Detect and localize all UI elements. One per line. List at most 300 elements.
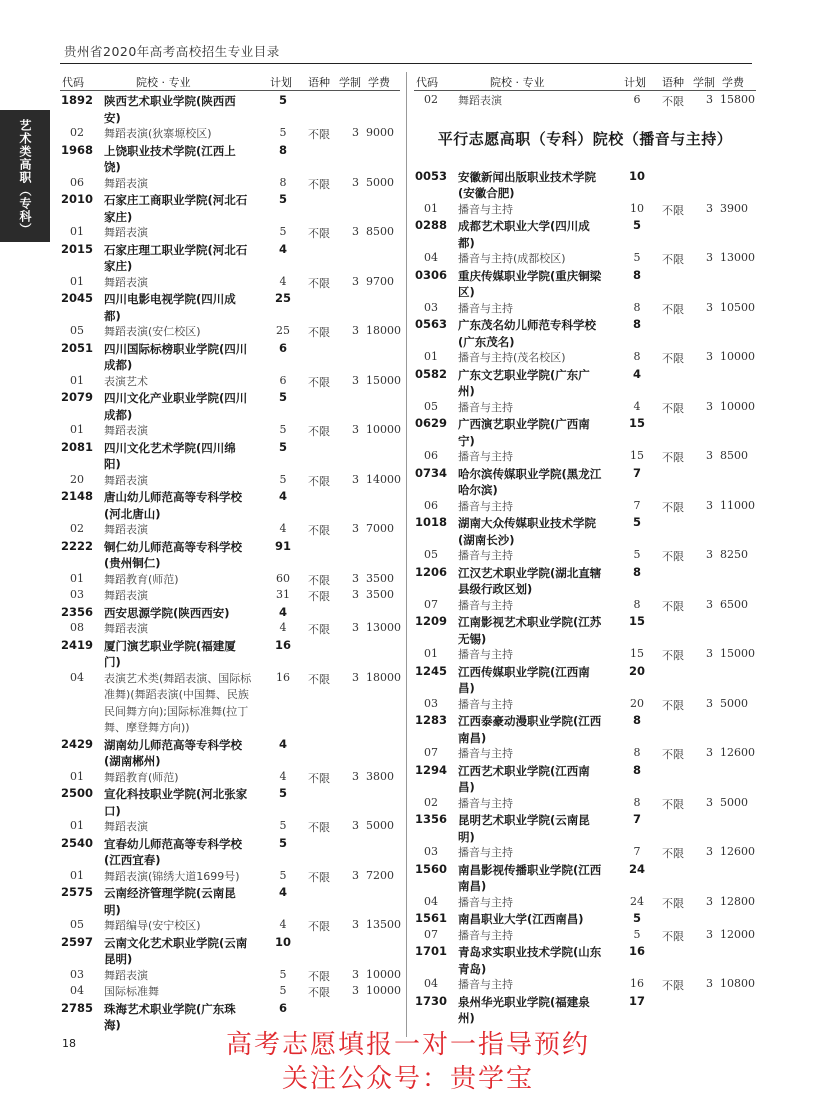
- fee-cell: 15800: [720, 93, 755, 106]
- duration-cell: 3: [706, 93, 713, 106]
- name-cell: 昆明艺术职业学院(云南昆明): [458, 813, 590, 844]
- institution-row: [60, 638, 400, 671]
- name-cell: 湖南幼儿师范高等专科学校(湖南郴州): [104, 737, 242, 768]
- duration-cell: 3: [706, 647, 713, 660]
- fee-cell: 13000: [720, 251, 755, 264]
- fee-cell: 9000: [366, 126, 394, 139]
- program-row: [60, 621, 400, 638]
- plan-cell: 4: [279, 621, 287, 634]
- code-cell: 02: [424, 795, 438, 809]
- fee-cell: 8500: [720, 449, 748, 462]
- lang-cell: 不限: [662, 451, 684, 464]
- name-cell: 舞蹈表演(狄寨塬校区): [104, 127, 212, 140]
- plan-cell: 8: [633, 350, 641, 363]
- code-cell: 07: [424, 927, 438, 941]
- name-cell: 江西传媒职业学院(江西南昌): [458, 664, 590, 695]
- lang-cell: 不限: [662, 698, 684, 712]
- code-cell: 0563: [414, 317, 447, 331]
- institution-row: [414, 944, 756, 977]
- name-cell: 四川文化产业职业学院(四川成都): [104, 391, 248, 422]
- institution-row: [414, 367, 756, 400]
- fee-cell: 18000: [366, 324, 401, 337]
- plan-cell: 20: [630, 696, 644, 710]
- name-cell: 青岛求实职业技术学院(山东青岛): [458, 945, 602, 976]
- code-cell: 2785: [60, 1000, 93, 1015]
- plan-cell: 10: [628, 168, 645, 183]
- fee-cell: 7200: [366, 868, 394, 882]
- plan-cell: 5: [279, 126, 287, 139]
- code-cell: 04: [70, 670, 84, 684]
- program-row: [60, 126, 400, 143]
- col-duration-header: 学制: [339, 76, 361, 89]
- column-divider: [406, 72, 407, 1037]
- duration-cell: 3: [706, 746, 713, 759]
- plan-cell: 5: [278, 192, 287, 206]
- code-cell: 03: [70, 967, 84, 981]
- lang-cell: 不限: [308, 969, 330, 983]
- plan-cell: 24: [628, 861, 645, 876]
- program-row: [414, 350, 756, 367]
- name-cell: 舞蹈表演: [458, 94, 502, 107]
- code-cell: 04: [70, 984, 84, 997]
- institution-row: [60, 390, 400, 423]
- fee-cell: 15000: [366, 373, 401, 387]
- lang-cell: 不限: [308, 276, 330, 290]
- institution-row: [414, 763, 756, 796]
- duration-cell: 3: [706, 449, 713, 462]
- program-row: [414, 845, 756, 862]
- col-duration-header: 学制: [693, 76, 715, 89]
- code-cell: 05: [424, 399, 438, 413]
- program-row: [60, 819, 400, 836]
- plan-cell: 6: [278, 1000, 287, 1015]
- code-cell: 2079: [60, 390, 93, 404]
- plan-cell: 5: [279, 423, 287, 436]
- plan-cell: 4: [278, 885, 287, 899]
- lang-cell: 不限: [308, 573, 330, 587]
- code-cell: 06: [424, 449, 438, 462]
- lang-cell: 不限: [308, 771, 330, 785]
- name-cell: 舞蹈表演: [104, 622, 148, 635]
- duration-cell: 3: [352, 819, 359, 832]
- plan-cell: 16: [274, 637, 291, 652]
- col-code-header: 代码: [416, 76, 438, 89]
- lang-cell: 不限: [662, 550, 684, 563]
- name-cell: 南昌影视传播职业学院(江西南昌): [458, 862, 602, 893]
- code-cell: 1283: [414, 713, 447, 727]
- program-row: [414, 647, 756, 664]
- institution-row: [414, 317, 756, 350]
- name-cell: 国际标准舞: [104, 985, 159, 998]
- name-cell: 舞蹈表演: [104, 275, 148, 289]
- program-row: [414, 93, 756, 110]
- plan-cell: 5: [278, 786, 287, 800]
- name-cell: 石家庄工商职业学院(河北石家庄): [104, 193, 248, 224]
- left-table-body: [60, 93, 400, 1034]
- name-cell: 宣化科技职业学院(河北张家口): [104, 787, 248, 818]
- code-cell: 2356: [60, 604, 93, 619]
- plan-cell: 5: [632, 218, 641, 232]
- plan-cell: 4: [632, 366, 641, 381]
- name-cell: 播音与主持: [458, 978, 513, 991]
- name-cell: 舞蹈编导(安宁校区): [104, 919, 201, 932]
- duration-cell: 3: [706, 977, 713, 990]
- institution-row: [60, 935, 400, 968]
- code-cell: 1701: [414, 944, 447, 958]
- institution-row: [60, 291, 400, 324]
- institution-row: [60, 489, 400, 522]
- program-row: [60, 225, 400, 242]
- code-cell: 1356: [414, 812, 447, 826]
- duration-cell: 3: [706, 927, 713, 941]
- code-cell: 2051: [60, 340, 93, 355]
- program-row: [60, 671, 400, 737]
- plan-cell: 5: [632, 515, 641, 529]
- code-cell: 01: [70, 819, 84, 832]
- lang-cell: 不限: [308, 177, 330, 191]
- plan-cell: 5: [279, 819, 287, 832]
- fee-cell: 7000: [366, 522, 394, 535]
- name-cell: 南昌职业大学(江西南昌): [458, 912, 584, 926]
- plan-cell: 5: [279, 868, 287, 882]
- institution-row: [60, 143, 400, 176]
- plan-cell: 6: [633, 93, 641, 106]
- code-cell: 04: [424, 894, 438, 908]
- code-cell: 04: [424, 251, 438, 264]
- program-row: [60, 324, 400, 341]
- duration-cell: 3: [706, 300, 713, 314]
- fee-cell: 5000: [720, 696, 748, 710]
- duration-cell: 3: [352, 621, 359, 634]
- code-cell: 01: [70, 274, 84, 288]
- name-cell: 播音与主持: [458, 400, 513, 414]
- program-row: [60, 275, 400, 292]
- col-plan-header: 计划: [270, 76, 292, 89]
- name-cell: 播音与主持: [458, 928, 513, 942]
- running-header: [60, 38, 752, 65]
- fee-cell: 12600: [720, 845, 755, 858]
- lang-cell: 不限: [662, 896, 684, 910]
- program-row: [60, 588, 400, 605]
- code-cell: 1245: [414, 663, 447, 678]
- plan-cell: 5: [278, 390, 287, 404]
- lang-cell: 不限: [662, 95, 684, 108]
- institution-row: [414, 466, 756, 499]
- code-cell: 2575: [60, 885, 93, 899]
- fee-cell: 3500: [366, 571, 394, 585]
- duration-cell: 3: [706, 201, 713, 215]
- fee-cell: 5000: [366, 175, 394, 189]
- name-cell: 广东文艺职业学院(广东广州): [458, 367, 590, 398]
- section-side-tab: [0, 110, 50, 242]
- institution-row: [60, 605, 400, 622]
- institution-row: [414, 911, 756, 928]
- name-cell: 云南经济管理学院(云南昆明): [104, 886, 236, 917]
- code-cell: 1018: [414, 515, 447, 529]
- name-cell: 播音与主持: [458, 648, 513, 661]
- name-cell: 四川国际标榜职业学院(四川成都): [104, 341, 248, 372]
- code-cell: 03: [424, 845, 438, 858]
- name-cell: 石家庄理工职业学院(河北石家庄): [104, 242, 248, 273]
- institution-row: [60, 93, 400, 126]
- plan-cell: 15: [630, 449, 644, 462]
- plan-cell: 7: [633, 498, 641, 512]
- code-cell: 1294: [414, 762, 447, 777]
- plan-cell: 8: [632, 267, 641, 282]
- plan-cell: 5: [279, 472, 287, 486]
- name-cell: 表演艺术: [104, 374, 148, 388]
- program-row: [60, 423, 400, 440]
- fee-cell: 5000: [720, 795, 748, 809]
- plan-cell: 5: [279, 984, 287, 997]
- name-cell: 云南文化艺术职业学院(云南昆明): [104, 935, 248, 966]
- name-cell: 播音与主持: [458, 747, 513, 760]
- plan-cell: 5: [278, 93, 287, 107]
- code-cell: 2222: [60, 538, 93, 553]
- code-cell: 2010: [60, 192, 93, 206]
- name-cell: 四川文化艺术学院(四川绵阳): [104, 440, 236, 471]
- program-row: [414, 977, 756, 994]
- name-cell: 播音与主持: [458, 499, 513, 513]
- duration-cell: 3: [352, 423, 359, 436]
- lang-cell: 不限: [308, 920, 330, 933]
- code-cell: 1206: [414, 564, 447, 579]
- institution-row: [414, 169, 756, 202]
- duration-cell: 3: [352, 225, 359, 238]
- duration-cell: 3: [706, 548, 713, 561]
- code-cell: 1730: [414, 993, 447, 1008]
- watermark-line-2: 关注公众号：贵学宝: [281, 1064, 534, 1094]
- fee-cell: 8250: [720, 548, 748, 561]
- right-table-body: [414, 169, 756, 1027]
- lang-cell: 不限: [308, 623, 330, 636]
- name-cell: 厦门演艺职业学院(福建厦门): [104, 638, 236, 669]
- program-row: [414, 301, 756, 318]
- code-cell: 03: [70, 588, 84, 601]
- col-fee-header: 学费: [722, 76, 744, 89]
- lang-cell: 不限: [662, 500, 684, 514]
- institution-row: [60, 836, 400, 869]
- code-cell: 1560: [414, 861, 447, 876]
- fee-cell: 10000: [720, 399, 755, 413]
- right-column: [414, 72, 756, 1027]
- plan-cell: 8: [633, 597, 641, 611]
- institution-row: [414, 614, 756, 647]
- plan-cell: 8: [632, 564, 641, 579]
- plan-cell: 4: [278, 241, 287, 256]
- fee-cell: 9700: [366, 274, 394, 288]
- program-row: [414, 400, 756, 417]
- plan-cell: 4: [279, 274, 287, 288]
- plan-cell: 8: [633, 300, 641, 314]
- header-rule: [60, 63, 752, 64]
- plan-cell: 4: [279, 522, 287, 535]
- program-row: [60, 918, 400, 935]
- program-row: [60, 770, 400, 787]
- institution-row: [414, 664, 756, 697]
- program-row: [414, 895, 756, 912]
- duration-cell: 3: [352, 522, 359, 535]
- institution-row: [414, 862, 756, 895]
- plan-cell: 5: [279, 225, 287, 238]
- fee-cell: 14000: [366, 472, 401, 486]
- code-cell: 0734: [414, 465, 447, 480]
- lang-cell: 不限: [308, 986, 330, 999]
- code-cell: 03: [424, 696, 438, 710]
- program-row: [60, 176, 400, 193]
- code-cell: 0629: [414, 416, 447, 430]
- name-cell: 重庆传媒职业学院(重庆铜梁区): [458, 268, 602, 299]
- fee-cell: 10000: [720, 350, 755, 363]
- code-cell: 0306: [414, 267, 447, 282]
- lang-cell: 不限: [662, 748, 684, 761]
- name-cell: 播音与主持(成都校区): [458, 252, 566, 265]
- lang-cell: 不限: [662, 253, 684, 266]
- lang-cell: 不限: [308, 425, 330, 438]
- institution-row: [60, 737, 400, 770]
- program-row: [60, 572, 400, 589]
- plan-cell: 8: [633, 746, 641, 759]
- page-number: 18: [62, 1037, 76, 1050]
- plan-cell: 15: [628, 416, 645, 430]
- name-cell: 播音与主持: [458, 549, 513, 562]
- watermark-line-1: 高考志愿填报一对一指导预约: [225, 1030, 590, 1060]
- fee-cell: 10500: [720, 300, 755, 314]
- code-cell: 01: [424, 201, 438, 215]
- code-cell: 0288: [414, 218, 447, 232]
- right-top-table-body: [414, 93, 756, 110]
- lang-cell: 不限: [662, 847, 684, 860]
- code-cell: 1968: [60, 142, 93, 157]
- code-cell: 2429: [60, 736, 93, 751]
- code-cell: 06: [424, 498, 438, 512]
- col-lang-header: 语种: [308, 76, 330, 89]
- code-cell: 01: [70, 373, 84, 387]
- name-cell: 西安思源学院(陕西西安): [104, 605, 230, 620]
- duration-cell: 3: [706, 498, 713, 512]
- lang-cell: 不限: [662, 649, 684, 662]
- name-cell: 江南影视艺术职业学院(江苏无锡): [458, 615, 602, 646]
- fee-cell: 3800: [366, 769, 394, 783]
- institution-row: [60, 242, 400, 275]
- name-cell: 江西艺术职业学院(江西南昌): [458, 763, 590, 794]
- code-cell: 05: [424, 548, 438, 561]
- plan-cell: 8: [632, 713, 641, 727]
- fee-cell: 13500: [366, 918, 401, 931]
- lang-cell: 不限: [308, 128, 330, 141]
- name-cell: 上饶职业技术学院(江西上饶): [104, 143, 236, 174]
- code-cell: 01: [424, 350, 438, 363]
- lang-cell: 不限: [308, 474, 330, 488]
- plan-cell: 5: [633, 927, 641, 941]
- program-row: [60, 473, 400, 490]
- duration-cell: 3: [352, 274, 359, 288]
- name-cell: 四川电影电视学院(四川成都): [104, 292, 236, 323]
- plan-cell: 10: [274, 934, 291, 949]
- plan-cell: 15: [628, 614, 645, 628]
- plan-cell: 60: [276, 571, 290, 585]
- plan-cell: 10: [630, 201, 644, 215]
- lang-cell: 不限: [662, 401, 684, 415]
- lang-cell: 不限: [662, 203, 684, 217]
- duration-cell: 3: [706, 845, 713, 858]
- lang-cell: 不限: [308, 590, 330, 603]
- program-row: [60, 984, 400, 1001]
- fee-cell: 15000: [720, 647, 755, 660]
- code-cell: 2015: [60, 241, 93, 256]
- name-cell: 播音与主持(茂名校区): [458, 351, 566, 364]
- name-cell: 播音与主持: [458, 202, 513, 216]
- code-cell: 01: [70, 769, 84, 783]
- plan-cell: 7: [632, 465, 641, 480]
- name-cell: 播音与主持: [458, 450, 513, 463]
- lang-cell: 不限: [662, 352, 684, 365]
- code-cell: 05: [70, 324, 84, 337]
- plan-cell: 25: [274, 291, 291, 305]
- plan-cell: 8: [278, 142, 287, 157]
- institution-row: [414, 515, 756, 548]
- code-cell: 2597: [60, 934, 93, 949]
- institution-row: [60, 885, 400, 918]
- lang-cell: 不限: [308, 870, 330, 884]
- program-row: [414, 928, 756, 945]
- section-title: 平行志愿高职（专科）院校（播音与主持）: [437, 129, 733, 148]
- plan-cell: 6: [279, 373, 287, 387]
- name-cell: 哈尔滨传媒职业学院(黑龙江哈尔滨): [458, 466, 602, 497]
- column-header: [414, 72, 756, 91]
- program-row: [414, 746, 756, 763]
- lang-cell: 不限: [308, 375, 330, 389]
- duration-cell: 3: [352, 984, 359, 997]
- fee-cell: 10000: [366, 967, 401, 981]
- name-cell: 舞蹈表演: [104, 424, 148, 437]
- side-tab-label: 艺术类高职（专科）: [18, 119, 32, 236]
- name-cell: 舞蹈表演: [104, 523, 148, 536]
- code-cell: 01: [70, 571, 84, 585]
- fee-cell: 3900: [720, 201, 748, 215]
- name-cell: 江西泰豪动漫职业学院(江西南昌): [458, 714, 602, 745]
- institution-row: [414, 218, 756, 251]
- duration-cell: 3: [706, 251, 713, 264]
- name-cell: 陕西艺术职业学院(陕西西安): [104, 94, 236, 125]
- plan-cell: 16: [276, 670, 290, 684]
- plan-cell: 4: [279, 769, 287, 783]
- code-cell: 01: [424, 647, 438, 660]
- name-cell: 舞蹈表演: [104, 473, 148, 487]
- institution-row: [60, 539, 400, 572]
- name-cell: 安徽新闻出版职业技术学院(安徽合肥): [458, 169, 596, 200]
- code-cell: 1209: [414, 614, 447, 628]
- name-cell: 播音与主持: [458, 697, 513, 711]
- duration-cell: 3: [706, 597, 713, 611]
- plan-cell: 5: [279, 967, 287, 981]
- duration-cell: 3: [352, 175, 359, 189]
- name-cell: 舞蹈教育(师范): [104, 572, 179, 586]
- name-cell: 湖南大众传媒职业技术学院(湖南长沙): [458, 516, 596, 547]
- col-code-header: 代码: [62, 76, 84, 89]
- institution-row: [60, 440, 400, 473]
- institution-row: [414, 268, 756, 301]
- code-cell: 02: [70, 126, 84, 139]
- plan-cell: 5: [278, 835, 287, 850]
- name-cell: 广东茂名幼儿师范专科学校(广东茂名): [458, 318, 596, 349]
- code-cell: 04: [424, 977, 438, 990]
- duration-cell: 3: [706, 350, 713, 363]
- program-row: [60, 869, 400, 886]
- name-cell: 广西演艺职业学院(广西南宁): [458, 417, 590, 448]
- duration-cell: 3: [352, 868, 359, 882]
- code-cell: 01: [70, 225, 84, 238]
